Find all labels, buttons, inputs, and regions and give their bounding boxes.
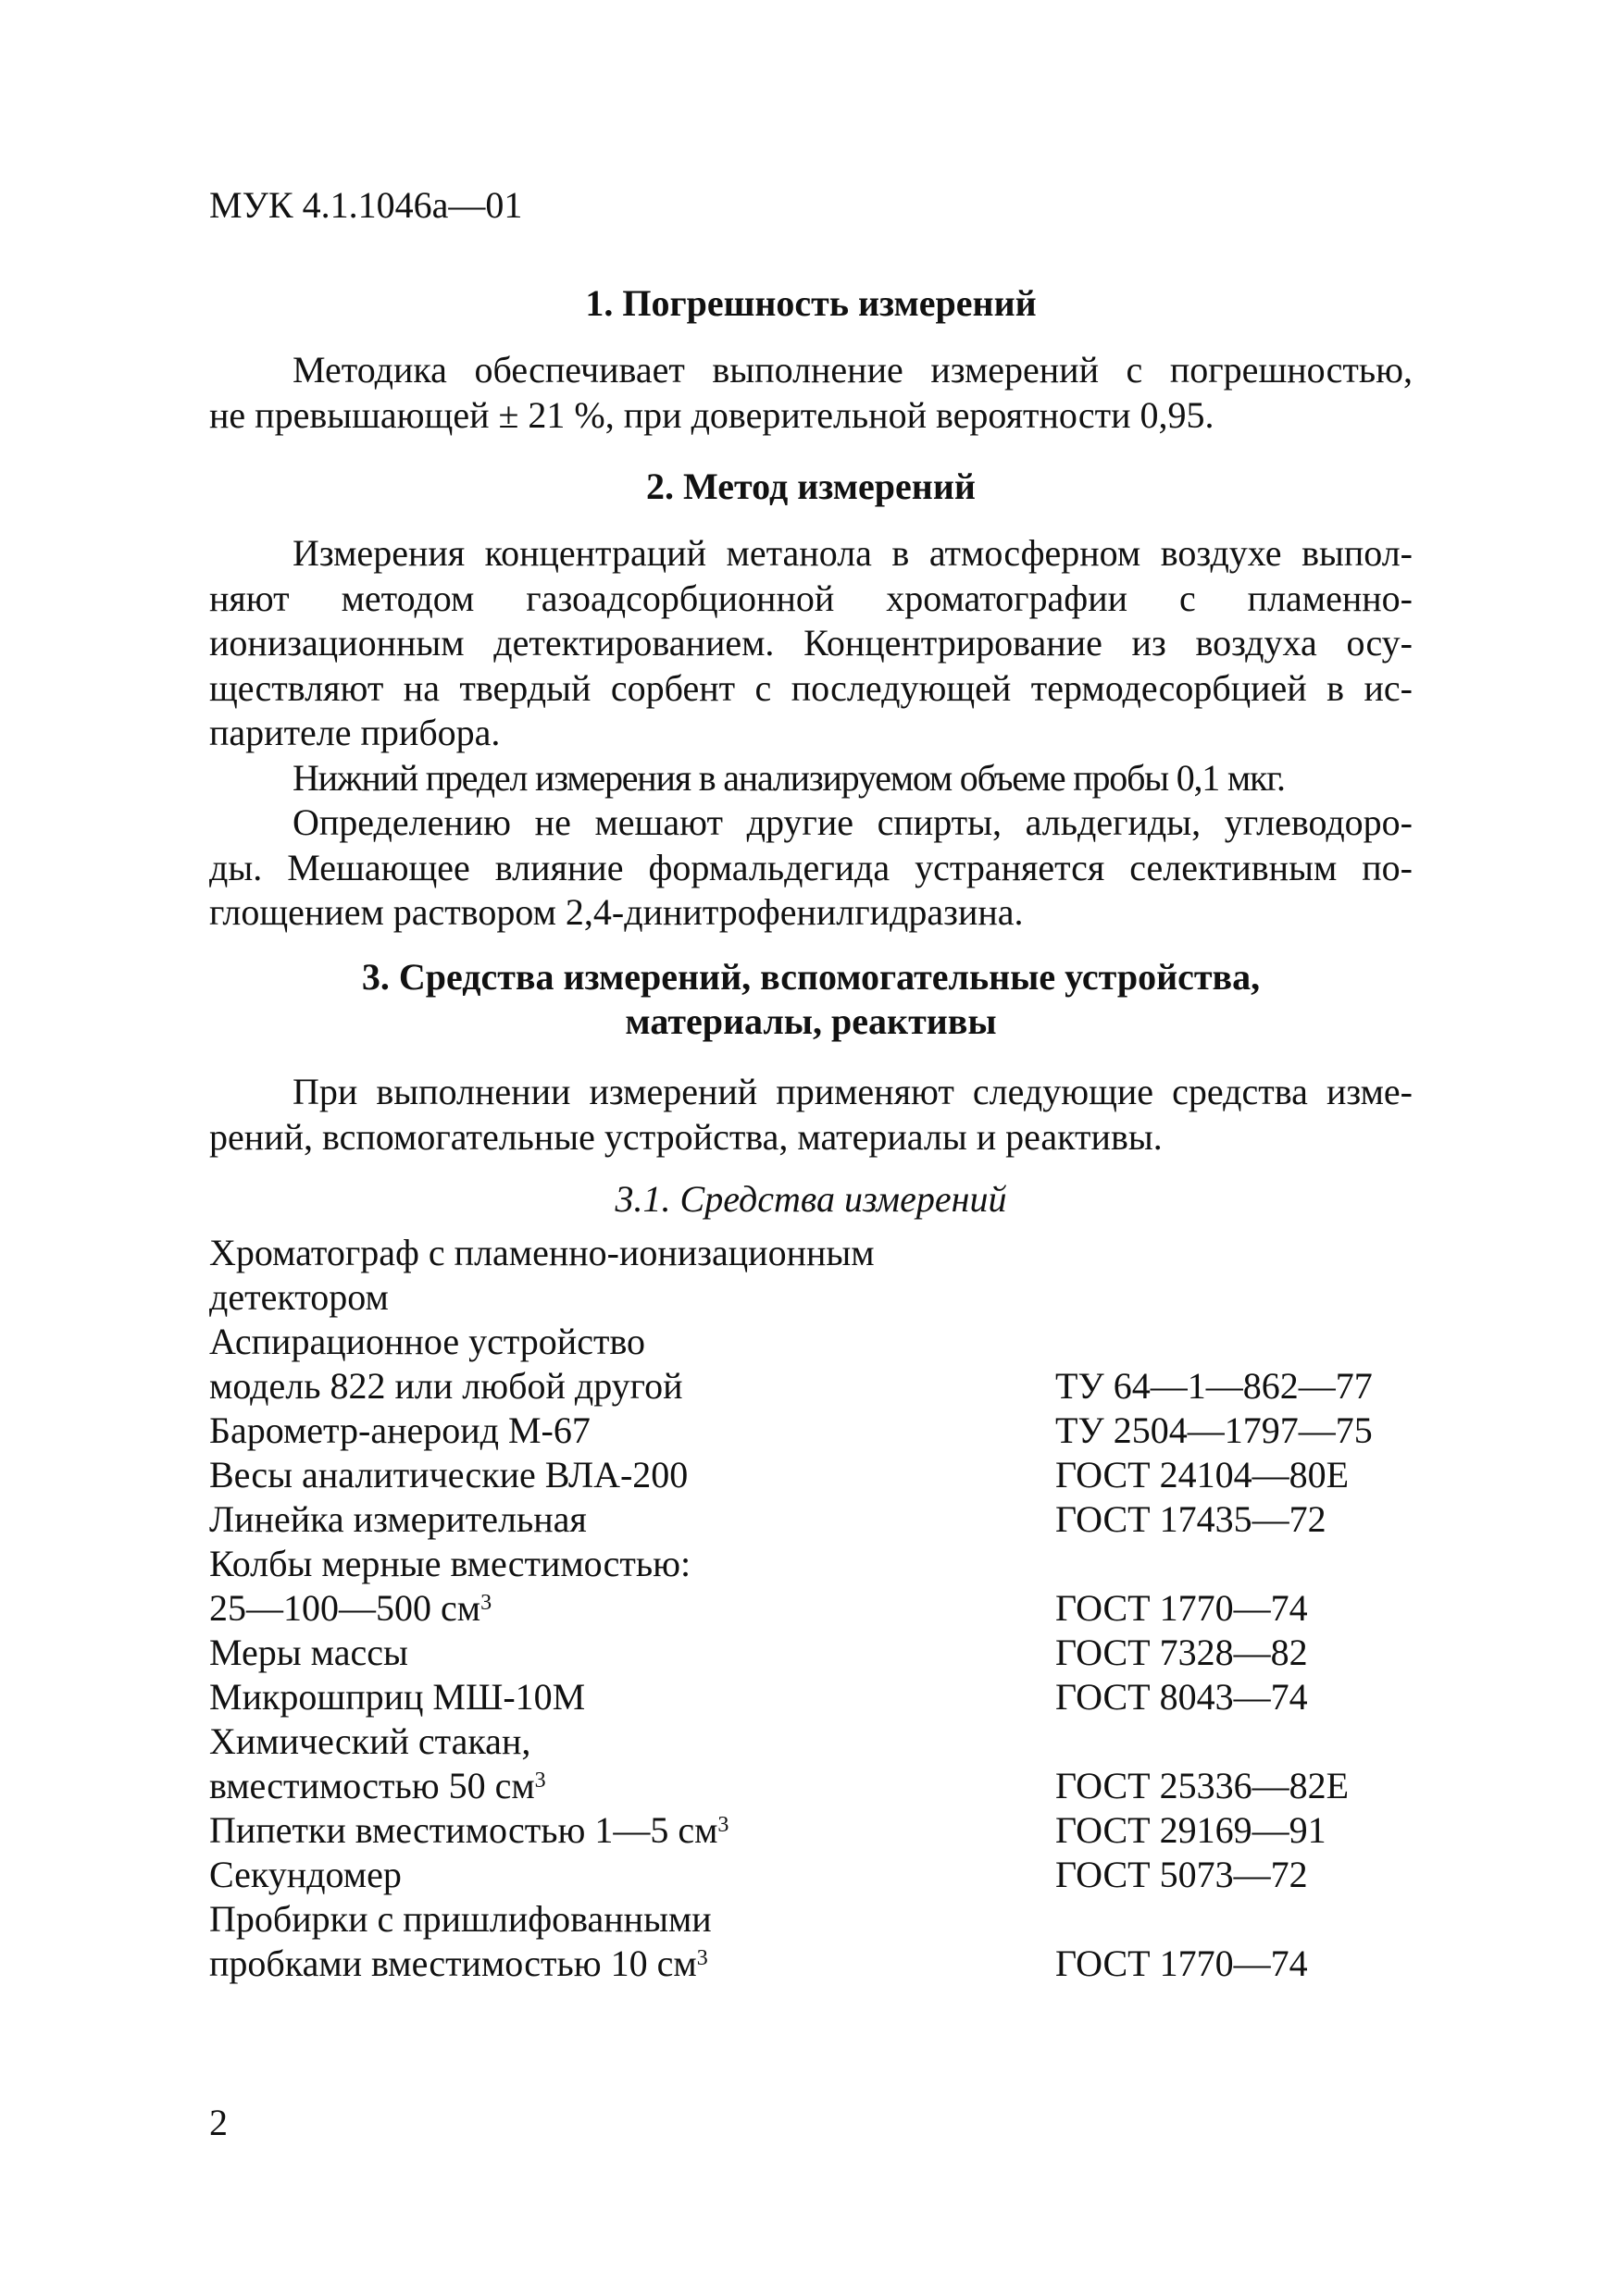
instrument-name <box>209 1942 708 1986</box>
instrument-standard: ГОСТ 1770—74 <box>1055 1587 1308 1629</box>
instrument-standard: ГОСТ 17435—72 <box>1055 1498 1326 1540</box>
table-row <box>209 1364 1413 1409</box>
instrument-standard: ГОСТ 8043—74 <box>1055 1676 1308 1718</box>
instrument-standard: ГОСТ 29169—91 <box>1055 1809 1326 1851</box>
table-row <box>209 1409 1413 1453</box>
instrument-name: Секундомер <box>209 1854 402 1895</box>
instrument-standard: ГОСТ 7328—82 <box>1055 1632 1308 1673</box>
instrument-name-text: Пипетки вместимостью 1—5 см <box>209 1809 718 1851</box>
text-line: Измерения концентраций метанола в атмосферном воздухе выпол- <box>293 532 1413 574</box>
table-row <box>209 1675 1413 1719</box>
instrument-standard: ГОСТ 1770—74 <box>1055 1942 1308 1984</box>
section-3-title-line-2: материалы, реактивы <box>625 1000 997 1042</box>
table-row <box>209 1808 1413 1853</box>
section-2-para-1 <box>209 531 1413 936</box>
text-line: ществляют на твердый сорбент с последующей термодесорбцией в ис- <box>209 666 1413 709</box>
instruments-table <box>209 1231 1413 1986</box>
instrument-standard: ТУ 2504—1797—75 <box>1055 1409 1373 1451</box>
instrument-name: Микрошприц МШ-10М <box>209 1676 586 1718</box>
section-1-text <box>209 348 1413 438</box>
instrument-name: Барометр-анероид М-67 <box>209 1409 591 1451</box>
text-line: няют методом газоадсорбционной хроматографии с пламенно- <box>209 577 1413 619</box>
text-line: парителе прибора. <box>209 712 501 753</box>
subsection-title: 3.1. Средства измерений <box>615 1178 1007 1220</box>
text-line: не превышающей ± 21 %, при доверительной вероятности 0,95. <box>209 393 1214 436</box>
instrument-standard: ГОСТ 5073—72 <box>1055 1854 1308 1895</box>
instrument-name: Аспирационное устройство <box>209 1321 646 1362</box>
instrument-standard: ГОСТ 25336—82Е <box>1055 1765 1350 1806</box>
superscript: 3 <box>717 1813 729 1837</box>
instrument-name: детектором <box>209 1276 389 1318</box>
table-row <box>209 1719 1413 1764</box>
instrument-standard: ТУ 64—1—862—77 <box>1055 1365 1373 1407</box>
table-row <box>209 1275 1413 1320</box>
superscript: 3 <box>480 1591 492 1615</box>
page-number: 2 <box>209 2102 228 2143</box>
table-row <box>209 1542 1413 1586</box>
instrument-name <box>209 1586 492 1631</box>
table-row <box>209 1231 1413 1275</box>
instrument-name: модель 822 или любой другой <box>209 1365 683 1407</box>
text-line: При выполнении измерений применяют следующие средства изме- <box>293 1071 1413 1112</box>
table-row <box>209 1631 1413 1675</box>
text-line: глощением раствором 2,4-динитрофенилгидразина. <box>209 891 1024 933</box>
text-line: рений, вспомогательные устройства, материалы и реактивы. <box>209 1115 1163 1158</box>
section-1-title: 1. Погрешность измерений <box>585 282 1037 324</box>
section-3-intro <box>209 1070 1413 1160</box>
table-row <box>209 1497 1413 1542</box>
document-code-header: МУК 4.1.1046а—01 <box>209 184 523 226</box>
table-row <box>209 1320 1413 1364</box>
section-2-para-2: Нижний предел измерения в анализируемом объеме пробы 0,1 мкг. <box>293 756 1285 799</box>
text-line: Определению не мешают другие спирты, альдегиды, углеводоро- <box>293 801 1413 843</box>
table-row <box>209 1853 1413 1897</box>
text-line: Методика обеспечивает выполнение измерений с погрешностью, <box>293 349 1413 391</box>
section-2-title: 2. Метод измерений <box>646 465 976 507</box>
instrument-name: Химический стакан, <box>209 1720 531 1762</box>
table-row <box>209 1942 1413 1986</box>
instrument-name: Колбы мерные вместимостью: <box>209 1543 691 1584</box>
table-row <box>209 1453 1413 1497</box>
text-line: ионизационным детектированием. Концентрирование из воздуха осу- <box>209 622 1413 664</box>
instrument-name-text: вместимостью 50 см <box>209 1765 535 1806</box>
table-row <box>209 1764 1413 1808</box>
text-line: ды. Мешающее влияние формальдегида устраняется селективным по- <box>209 846 1413 888</box>
instrument-standard: ГОСТ 24104—80Е <box>1055 1454 1350 1496</box>
instrument-name: Меры массы <box>209 1632 408 1673</box>
instrument-name-text: пробками вместимостью 10 см <box>209 1942 697 1984</box>
instrument-name: Весы аналитические ВЛА-200 <box>209 1454 689 1496</box>
instrument-name: Пробирки с пришлифованными <box>209 1898 712 1940</box>
superscript: 3 <box>696 1946 708 1970</box>
instrument-name-text: 25—100—500 см <box>209 1587 481 1629</box>
instrument-name <box>209 1808 729 1853</box>
instrument-name <box>209 1764 546 1808</box>
instrument-name: Линейка измерительная <box>209 1498 587 1540</box>
superscript: 3 <box>534 1769 546 1793</box>
table-row <box>209 1586 1413 1631</box>
section-3-title-line-1: 3. Средства измерений, вспомогательные устройства, <box>361 956 1261 998</box>
table-row <box>209 1897 1413 1942</box>
instrument-name: Хроматограф с пламенно-ионизационным <box>209 1232 875 1273</box>
